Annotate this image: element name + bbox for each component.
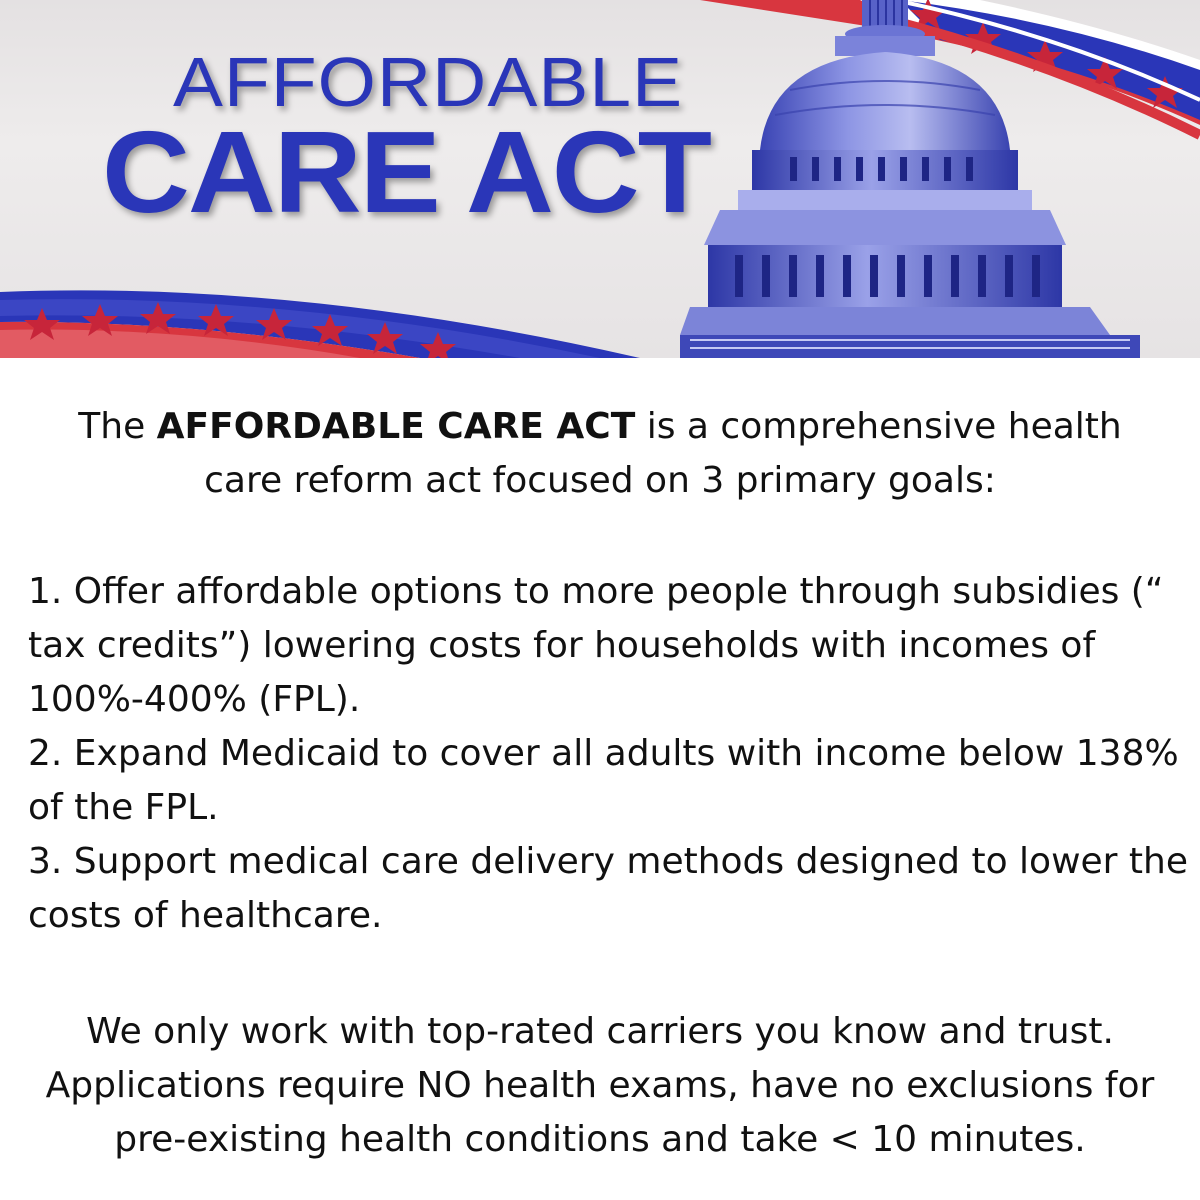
goals-list <box>28 565 1188 943</box>
intro-suffix: is a comprehensive health care reform act focused on 3 primary goals: <box>204 406 1122 501</box>
goal-item-3: 3. Support medical care delivery methods designed to lower the costs of healthcare. <box>28 841 1188 936</box>
intro-paragraph <box>40 400 1160 508</box>
closing-paragraph: We only work with top-rated carriers you know and trust. Applications require NO health exams, have no exclusions for pre-existing health conditions and take < 10 minutes. <box>45 1011 1155 1160</box>
main-content <box>0 358 1200 1200</box>
title-care-act: CARE ACT <box>102 107 710 237</box>
header-banner <box>0 0 1200 358</box>
bottom-left-ribbon <box>0 290 640 358</box>
dome-windows <box>790 157 973 181</box>
title-affordable: AFFORDABLE <box>173 43 684 121</box>
goal-item-1: 1. Offer affordable options to more people through subsidies (“ tax credits”) lowering costs for households with incomes of 100%-400% (FPL). <box>28 571 1164 720</box>
intro-bold-title: AFFORDABLE CARE ACT <box>156 406 636 447</box>
goal-item-2: 2. Expand Medicaid to cover all adults with income below 138% of the FPL. <box>28 733 1179 828</box>
intro-prefix: The <box>78 406 157 447</box>
